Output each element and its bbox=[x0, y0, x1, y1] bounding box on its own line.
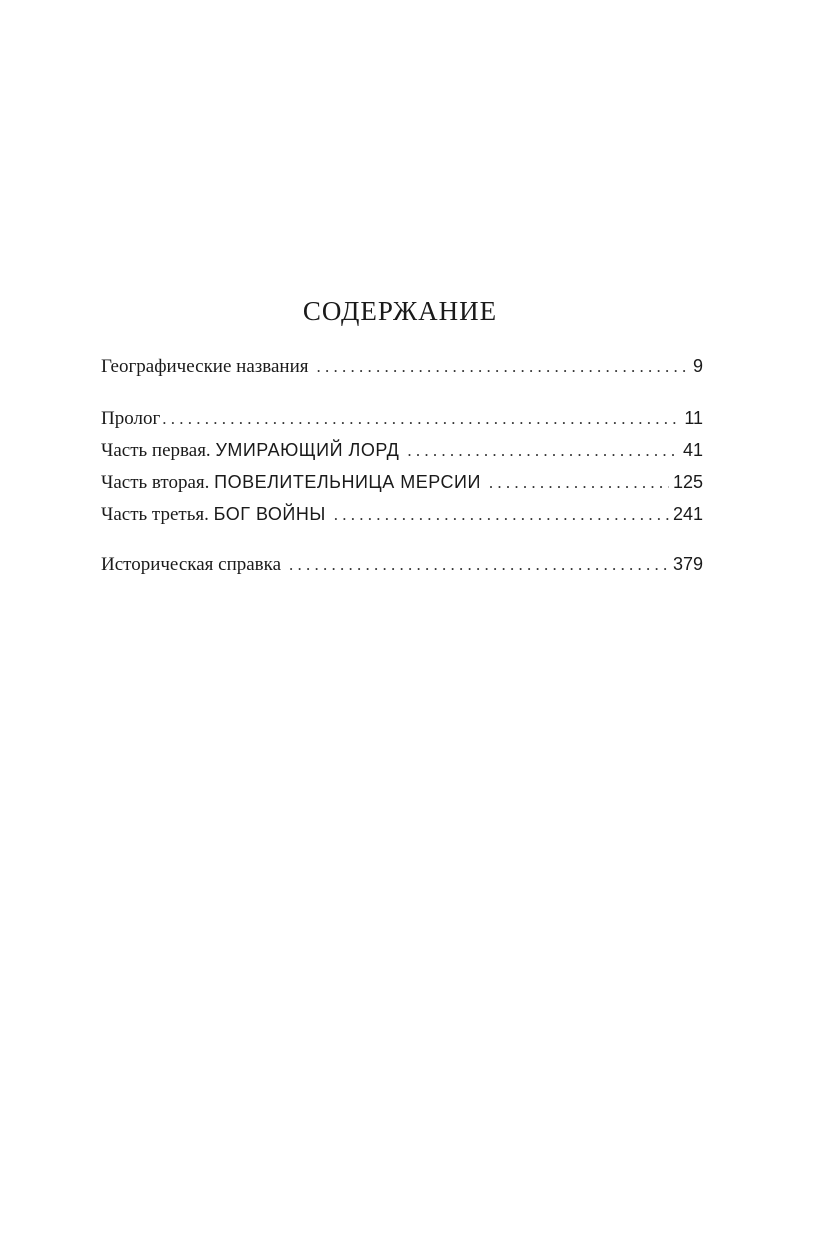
toc-entry-part-title: ПОВЕЛИТЕЛЬНИЦА МЕРСИИ bbox=[214, 472, 481, 492]
toc-entry-prologue[interactable] bbox=[101, 402, 703, 434]
toc-entry-part-title: УМИРАЮЩИЙ ЛОРД bbox=[215, 440, 400, 460]
toc-leader-dots bbox=[317, 351, 689, 383]
toc-list bbox=[101, 350, 703, 580]
toc-page-number: 41 bbox=[682, 440, 703, 460]
toc-entry-text: Пролог bbox=[101, 408, 161, 429]
toc-entry-label bbox=[101, 434, 399, 467]
toc-entry-text: Географические названия bbox=[101, 356, 309, 377]
toc-entry-prefix: Часть первая. bbox=[101, 440, 216, 461]
toc-entry-prefix: Часть третья. bbox=[101, 504, 214, 525]
toc-entry-label bbox=[101, 498, 326, 531]
toc-leader-dots bbox=[489, 467, 669, 499]
toc-entry-part-title: БОГ ВОЙНЫ bbox=[213, 504, 326, 524]
toc-entry-historical-note[interactable] bbox=[101, 548, 703, 580]
toc-entry-label bbox=[101, 351, 309, 383]
toc-leader-dots bbox=[407, 435, 679, 467]
toc-entry-label bbox=[101, 549, 281, 581]
toc-leader-dots bbox=[289, 549, 669, 581]
toc-page-number: 9 bbox=[692, 356, 703, 376]
toc-entry-part-one[interactable] bbox=[101, 434, 703, 466]
toc-leader-dots bbox=[334, 499, 669, 531]
toc-title: СОДЕРЖАНИЕ bbox=[302, 296, 498, 326]
toc-page-number: 379 bbox=[672, 554, 703, 574]
toc-entry-prefix: Часть вторая. bbox=[101, 472, 215, 493]
toc-page-number: 125 bbox=[672, 472, 703, 492]
toc-entry-part-two[interactable] bbox=[101, 466, 703, 498]
toc-page-number: 241 bbox=[672, 504, 703, 524]
toc-entry-text: Историческая справка bbox=[101, 554, 282, 575]
toc-entry-label bbox=[101, 466, 481, 499]
toc-page-number: 11 bbox=[684, 408, 703, 428]
toc-entry-part-three[interactable] bbox=[101, 498, 703, 530]
toc-entry-geographic-names[interactable] bbox=[101, 350, 703, 382]
toc-entry-label bbox=[101, 403, 160, 435]
toc-leader-dots bbox=[162, 403, 680, 435]
